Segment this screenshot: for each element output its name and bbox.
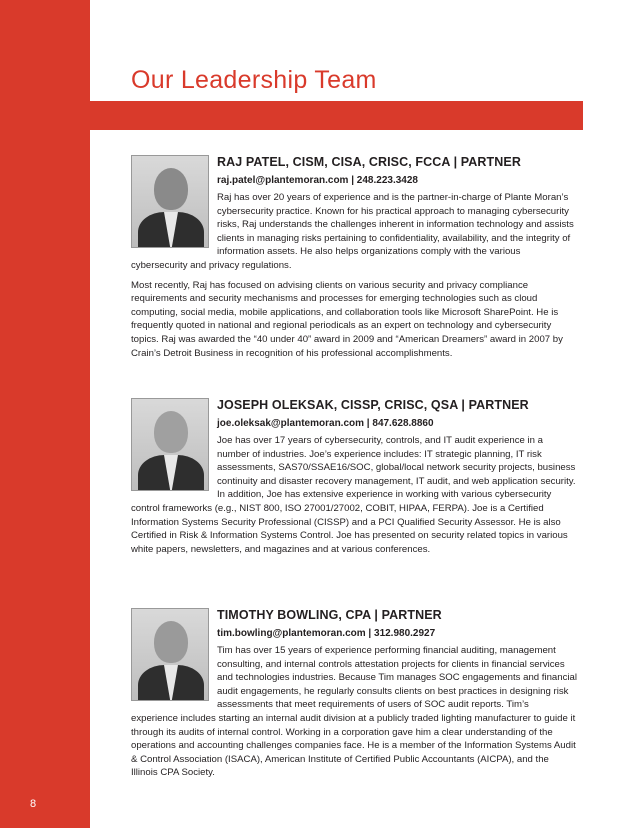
headshot-photo [131, 155, 209, 248]
title-underline-bar [90, 101, 583, 130]
profile-timothy-bowling [131, 608, 577, 780]
profile-joseph-oleksak [131, 398, 577, 556]
headshot-photo [131, 398, 209, 491]
profile-name: RAJ PATEL, CISM, CISA, CRISC, FCCA | PARTNER [217, 155, 521, 169]
profile-bio-continued: Most recently, Raj has focused on advising clients on various security and privacy compliance requirements and security mechanisms and processes for emerging technologies such as cloud computing, social media, mobile applications, and collaboration tools like Microsoft SharePoint. He is frequently quoted in national and regional periodicals as an expert on technology and cybersecurity topics. Raj was awarded the “40 under 40” award in 2009 and “American Dreamers” award in 2007 by Crain’s Detroit Business in recognition of his professional accomplishments. [131, 279, 563, 359]
profile-raj-patel [131, 155, 577, 360]
page-number: 8 [30, 798, 37, 810]
profile-contact: joe.oleksak@plantemoran.com | 847.628.8860 [217, 418, 434, 429]
profile-contact: tim.bowling@plantemoran.com | 312.980.2927 [217, 628, 436, 639]
red-sidebar [0, 0, 90, 828]
profile-contact: raj.patel@plantemoran.com | 248.223.3428 [217, 175, 418, 186]
profile-name: JOSEPH OLEKSAK, CISSP, CRISC, QSA | PARTNER [217, 398, 529, 412]
headshot-photo [131, 608, 209, 701]
profile-bio: Joe has over 17 years of cybersecurity, controls, and IT audit experience in a number of industries. Joe’s experience includes: IT strategic planning, IT risk assessments, SAS70/SSAE16/SOC, global/local network security projects, business continuity and disaster recovery management, IT audit, and web application security. In addition, Joe has extensive experience in working with various cybersecurity control frameworks (e.g., NIST 800, ISO 27001/27002, COBIT, HIPAA, FERPA). Joe is a Certified Information Systems Security Professional (CISSP) and a PCI Qualified Security Assessor. He is also Certified in Risk & Information Systems Control. Joe has presented on security related topics in various white papers, newsletters, and magazines and at various conferences. [131, 435, 576, 555]
page-title: Our Leadership Team [131, 66, 377, 94]
profile-name: TIMOTHY BOWLING, CPA | PARTNER [217, 608, 442, 622]
profile-bio: Tim has over 15 years of experience performing financial auditing, management consulting, and internal controls attestation projects for clients in financial services and technologies industries. Because Tim manages SOC engagements and financial audit engagements, he regularly consults clients on best practices in designing risk assessments that meet requirements of users of SOC audit reports. Tim’s experience includes starting an internal audit division at a publicly traded lighting manufacturer to guide it through its audits of internal control. Working in a corporation gave him a clear understanding of the operations and accounting challenges companies face. He is a member of the Information Systems Audit & Control Association (ISACA), American Institute of Certified Public Accountants (AICPA), and the Illinois CPA Society. [131, 645, 577, 779]
profile-bio: Raj has over 20 years of experience and is the partner-in-charge of Plante Moran’s cybersecurity practice. Known for his practical approach to managing cybersecurity risks, Raj understands the challenges inherent in information technology and assists clients in managing risks pertaining to confidentiality, availability, and the integrity of information assets. He also helps organizations comply with the various cybersecurity and privacy regulations. [131, 192, 574, 271]
